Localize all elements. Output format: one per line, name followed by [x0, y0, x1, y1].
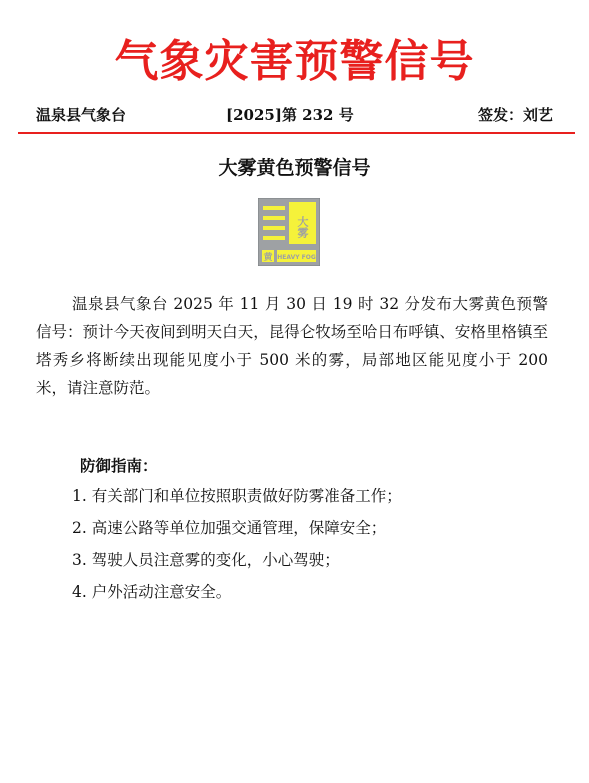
icon-bar [263, 206, 285, 210]
red-divider [18, 132, 575, 134]
icon-bar [263, 216, 285, 220]
document-banner: 气象灾害预警信号 [114, 36, 475, 87]
icon-bar [263, 226, 285, 230]
guide-list [72, 482, 402, 610]
icon-color-label: 黄 [263, 253, 273, 263]
list-item: 3. 驾驶人员注意雾的变化，小心驾驶； [72, 551, 340, 569]
warning-paragraph: 温泉县气象台 2025 年 11 月 30 日 19 时 32 分发布大雾黄色预警信号：预计今天夜间到明天白天，昆得仑牧场至哈日布呼镇、安格里格镇至塔秀乡将断续出现能见度小于 500 米的雾，局部地区能见度小于 200 米，请注意防范。 [36, 295, 548, 397]
guide-title: 防御指南： [80, 457, 158, 475]
document-number: [2025]第 232 号 [226, 106, 354, 124]
list-item: 4. 户外活动注意安全。 [72, 583, 232, 601]
issuer: 温泉县气象台 [36, 106, 127, 124]
list-item: 1. 有关部门和单位按照职责做好防雾准备工作； [72, 487, 402, 505]
icon-bar [263, 236, 285, 240]
list-item: 2. 高速公路等单位加强交通管理，保障安全； [72, 519, 387, 537]
document-meta [36, 104, 553, 128]
fog-yellow-warning-icon [258, 198, 320, 266]
signer: 签发：刘艺 [477, 106, 553, 124]
icon-english-label: HEAVY FOG [277, 254, 316, 261]
icon-label-top: 大雾 [296, 216, 309, 238]
signal-title: 大雾黄色预警信号 [218, 157, 371, 179]
